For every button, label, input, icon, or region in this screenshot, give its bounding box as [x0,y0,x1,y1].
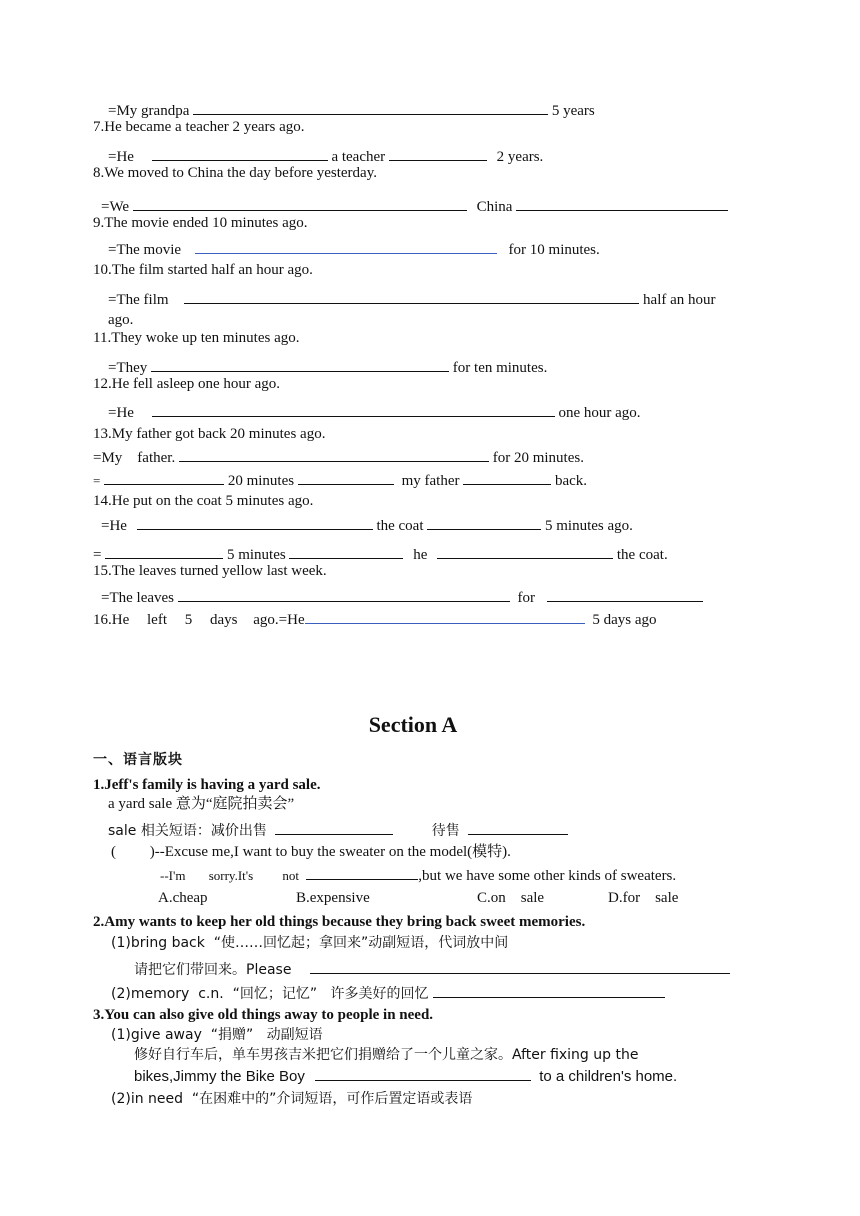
option-b[interactable]: B.expensive [296,890,370,906]
item-1-title: 1.Jeff's family is having a yard sale. [93,777,321,793]
answer-blank[interactable] [179,447,489,462]
answer-blank[interactable] [137,515,373,530]
prompt-text: left [147,612,167,628]
answer-blank[interactable] [437,544,613,559]
option-a[interactable]: A.cheap [158,890,208,906]
item-2-title: 2.Amy wants to keep her old things because they bring back sweet memories. [93,914,586,930]
prompt-text: China [476,199,513,215]
prompt-text: ,but we have some other kinds of sweaters. [418,868,677,884]
prompt-text: 5 days ago [592,612,657,628]
answer-blank[interactable] [275,820,393,835]
item-3-sub1: (1)give away “捐赠” 动副短语 [111,1027,323,1043]
rewrite-line-10 [108,289,716,309]
prompt-text: =My grandpa [108,103,190,119]
rewrite-line-7 [108,146,543,166]
prompt-text: the coat [376,518,424,534]
prompt-text: bikes,Jimmy the Bike Boy [134,1068,305,1085]
prompt-text: 5 [184,612,193,628]
answer-blank[interactable] [133,196,467,211]
prompt-text: sale 相关短语：减价出售 [108,823,267,839]
rewrite-line-11 [108,357,547,377]
prompt-text: =The movie [108,242,182,258]
item-2-example [134,959,730,979]
prompt-text: = [93,473,101,488]
prompt-text: 5 minutes ago. [545,518,633,534]
question-15: 15.The leaves turned yellow last week. [93,563,327,579]
rewrite-line-10-cont: ago. [108,312,134,328]
question-13: 13.My father got back 20 minutes ago. [93,426,326,442]
answer-blank[interactable] [315,1066,531,1081]
question-11: 11.They woke up ten minutes ago. [93,330,300,346]
rewrite-line-12 [108,402,641,422]
answer-blank[interactable] [463,470,551,485]
prompt-text: 5 years [551,103,595,119]
answer-blank[interactable] [468,820,568,835]
question-16 [93,611,657,629]
answer-blank[interactable] [193,100,548,115]
prompt-text: my father [401,473,460,489]
question-7: 7.He became a teacher 2 years ago. [93,119,305,135]
prompt-text: he [413,547,428,563]
prompt-text: half an hour [643,292,716,308]
prompt-text: a teacher [331,149,386,165]
answer-blank[interactable] [547,587,703,602]
rewrite-line-15 [101,587,703,607]
rewrite-line-13b [93,470,587,490]
question-12: 12.He fell asleep one hour ago. [93,376,281,392]
prompt-text: =The film [108,292,169,308]
answer-blank[interactable] [152,146,328,161]
rewrite-line-14b [93,544,668,564]
prompt-text: = [93,547,102,563]
prompt-text: =He [108,405,134,421]
answer-blank[interactable] [178,587,510,602]
item-3-sub2: (2)in need “在困难中的”介词短语，可作后置定语或表语 [111,1091,473,1107]
rewrite-line-9 [108,241,600,259]
answer-blank[interactable] [427,515,541,530]
prompt-text: the coat. [616,547,668,563]
answer-blank[interactable] [104,470,224,485]
answer-blank[interactable] [516,196,728,211]
item-1-sale-phrases [108,820,568,840]
prompt-text: =We [101,199,130,215]
prompt-text: sorry.It's [208,868,254,883]
item-2-sub1: (1)bring back “使……回忆起；拿回来”动副短语，代词放中间 [111,935,509,951]
prompt-text: =The leaves [101,590,175,606]
prompt-text: one hour ago. [558,405,641,421]
rewrite-line-6 [108,100,595,120]
answer-blank[interactable] [305,611,585,624]
option-d[interactable]: D.for sale [608,890,679,906]
prompt-text: 16.He [93,612,130,628]
question-9: 9.The movie ended 10 minutes ago. [93,215,308,231]
prompt-text: =They [108,360,148,376]
answer-blank[interactable] [195,243,497,254]
prompt-text: ago.=He [253,612,305,628]
prompt-text: 5 minutes [226,547,286,563]
prompt-text: 请把它们带回来。Please [134,962,292,978]
answer-blank[interactable] [389,146,487,161]
prompt-text: =He [108,149,134,165]
prompt-text: 待售 [431,823,460,839]
prompt-text: for ten minutes. [452,360,548,376]
prompt-text: for 10 minutes. [508,242,600,258]
section-heading: 一、语言版块 [93,751,183,767]
item-2-sub2 [111,983,665,1003]
prompt-text: 2 years. [496,149,544,165]
prompt-text: 20 minutes [227,473,295,489]
answer-blank[interactable] [433,983,665,998]
answer-blank[interactable] [298,470,394,485]
prompt-text: (2)memory c.n. “回忆；记忆” 许多美好的回忆 [111,986,429,1002]
option-c[interactable]: C.on sale [477,890,545,906]
prompt-text: back. [554,473,588,489]
prompt-text: --I'm [160,868,186,883]
answer-blank[interactable] [151,357,449,372]
answer-blank[interactable] [306,865,418,880]
item-3-title: 3.You can also give old things away to people in need. [93,1007,434,1023]
prompt-text: =My father. [93,450,176,466]
question-14: 14.He put on the coat 5 minutes ago. [93,493,314,509]
prompt-text: to a children's home. [539,1068,678,1085]
item-1-note: a yard sale 意为“庭院拍卖会” [108,796,295,812]
answer-blank[interactable] [289,544,403,559]
item-1-question-line [160,865,676,885]
answer-blank[interactable] [184,289,639,304]
answer-blank[interactable] [105,544,223,559]
rewrite-line-8 [101,196,728,216]
rewrite-line-14a [101,515,633,535]
question-10: 10.The film started half an hour ago. [93,262,313,278]
prompt-text: days [210,612,238,628]
prompt-text: for 20 minutes. [492,450,584,466]
item-3-en-sentence [134,1066,677,1086]
rewrite-line-13a [93,447,584,467]
answer-blank[interactable] [310,959,730,974]
answer-blank[interactable] [152,402,555,417]
prompt-text: =He [101,518,127,534]
prompt-text: not [282,868,300,883]
section-title: Section A [368,712,458,737]
prompt-text: for [517,590,536,606]
question-8: 8.We moved to China the day before yesterday. [93,165,377,181]
item-3-cn-sentence: 修好自行车后，单车男孩吉米把它们捐赠给了一个儿童之家。After fixing up the [134,1047,639,1063]
item-1-question: ( )--Excuse me,I want to buy the sweater on the model(模特). [111,844,511,860]
